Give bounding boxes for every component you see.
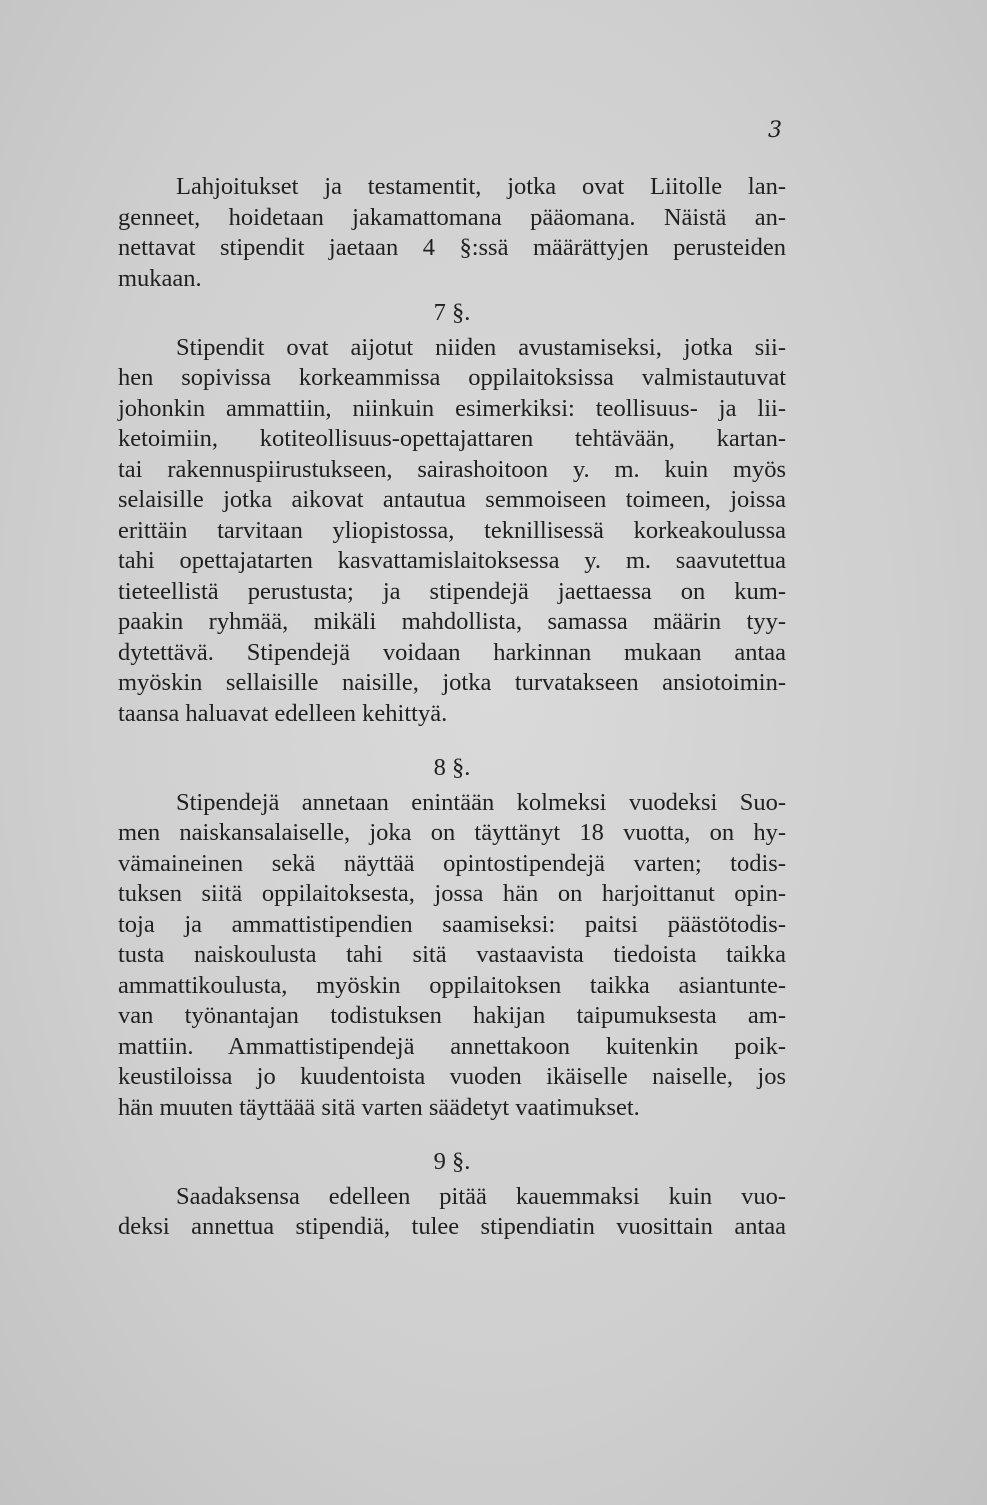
text-line: vämaineinen sekä näyttää opintostipendejä varten; todis-	[118, 849, 786, 877]
paragraph-section-8	[118, 788, 786, 1124]
text-line: genneet, hoidetaan jakamattomana pääomana. Näistä an-	[118, 203, 786, 231]
paragraph-donations	[118, 172, 786, 294]
section-heading-8: 8 §.	[433, 754, 471, 781]
text-line: taansa haluavat edelleen kehittyä.	[118, 699, 448, 727]
text-line: Stipendejä annetaan enintään kolmeksi vuodeksi Suo-	[176, 788, 786, 816]
text-line: tuksen siitä oppilaitoksesta, jossa hän on harjoittanut opin-	[118, 880, 786, 907]
text-line: paakin ryhmää, mikäli mahdollista, samassa määrin tyy-	[118, 608, 786, 635]
text-line: dytettävä. Stipendejä voidaan harkinnan mukaan antaa	[118, 638, 786, 666]
text-line: men naiskansalaiselle, joka on täyttänyt 18 vuotta, on hy-	[118, 819, 786, 846]
text-line: van työnantajan todistuksen hakijan taipumuksesta am-	[118, 1002, 786, 1029]
text-line: mattiin. Ammattistipendejä annettakoon kuitenkin poik-	[118, 1032, 786, 1060]
text-line: tahi opettajatarten kasvattamislaitoksessa y. m. saavutettua	[118, 547, 786, 574]
text-line: tusta naiskoulusta tahi sitä vastaavista tiedoista taikka	[118, 941, 786, 968]
text-line: Lahjoitukset ja testamentit, jotka ovat Liitolle lan-	[176, 173, 786, 200]
section-heading-7: 7 §.	[433, 299, 471, 326]
section-spacer	[118, 729, 786, 749]
text-line: tieteellistä perustusta; ja stipendejä jaettaessa on kum-	[118, 577, 786, 605]
text-line: hän muuten täyttäää sitä varten säädetyt vaatimukset.	[118, 1093, 640, 1121]
text-line: tai rakennuspiirustukseen, sairashoitoon y. m. kuin myös	[118, 455, 786, 483]
text-line: deksi annettua stipendiä, tulee stipendiatin vuosittain antaa	[118, 1213, 786, 1240]
text-line: johonkin ammattiin, niinkuin esimerkiksi: teollisuus- ja lii-	[118, 394, 786, 422]
section-spacer	[118, 1123, 786, 1143]
body-text	[118, 172, 786, 1243]
text-line: Saadaksensa edelleen pitää kauemmaksi kuin vuo-	[176, 1182, 786, 1210]
text-line: myöskin sellaisille naisille, jotka turvatakseen ansiotoimin-	[118, 669, 786, 696]
text-line: erittäin tarvitaan yliopistossa, teknillisessä korkeakoulussa	[118, 516, 786, 544]
paragraph-section-9	[118, 1182, 786, 1243]
page-number: 3	[768, 118, 782, 143]
text-line: nettavat stipendit jaetaan 4 §:ssä määrättyjen perusteiden	[118, 234, 786, 261]
text-line: ammattikoulusta, myöskin oppilaitoksen taikka asiantunte-	[118, 971, 786, 999]
paragraph-section-7	[118, 333, 786, 730]
text-line: ketoimiin, kotiteollisuus-opettajattaren tehtävään, kartan-	[118, 425, 786, 452]
text-line: toja ja ammattistipendien saamiseksi: paitsi päästötodis-	[118, 910, 786, 938]
text-line: mukaan.	[118, 264, 202, 292]
text-line: keustiloissa jo kuudentoista vuoden ikäiselle naiselle, jos	[118, 1063, 786, 1090]
section-heading-9: 9 §.	[433, 1148, 471, 1175]
text-line: hen sopivissa korkeammissa oppilaitoksissa valmistautuvat	[118, 364, 786, 391]
text-line: Stipendit ovat aijotut niiden avustamiseksi, jotka sii-	[176, 333, 786, 361]
text-line: selaisille jotka aikovat antautua semmoiseen toimeen, joissa	[118, 486, 786, 513]
